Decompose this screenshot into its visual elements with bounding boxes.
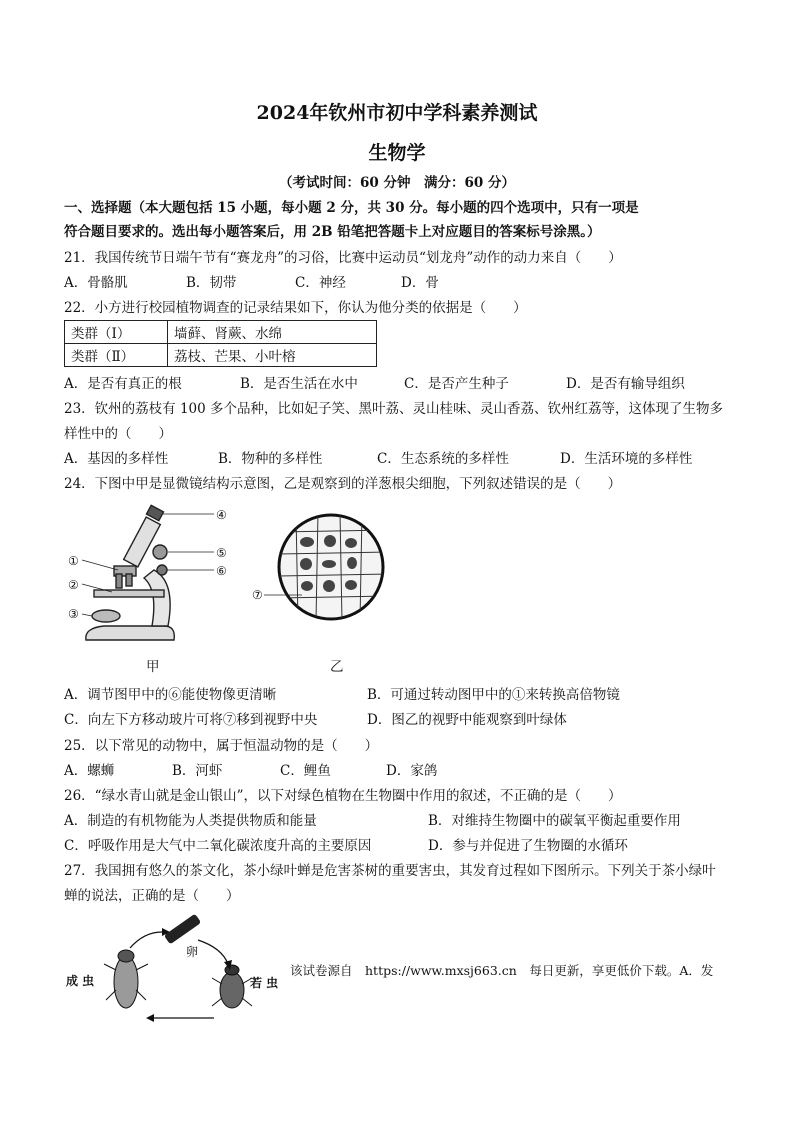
table-cell: 类群（Ⅱ） [65,344,168,367]
q24-option-c: C．向左下方移动玻片可将⑦移到视野中央 [64,712,318,728]
microscope-label-1: ① [68,554,79,568]
root-tip-cells-figure [276,512,386,622]
lifecycle-label-egg: 卵 [186,945,199,959]
q23-stem-line2: 样性中的（ ） [64,426,172,442]
q26-option-a: A．制造的有机物能为人类提供物质和能量 [64,813,317,829]
q22-option-a: A．是否有真正的根 [64,376,182,392]
table-cell: 荔枝、芒果、小叶榕 [168,344,377,367]
table-cell: 类群（Ⅰ） [65,321,168,344]
q21-option-a: A．骨骼肌 [64,275,128,291]
q24-option-a: A．调节图甲中的⑥能使物像更清晰 [64,687,277,703]
q25-option-b: B．河虾 [172,763,223,779]
q26-option-d: D．参与并促进了生物圈的水循环 [428,838,628,854]
q23-stem-line1: 23．钦州的荔枝有 100 多个品种，比如妃子笑、黑叶荔、灵山桂味、灵山香荔、钦州红荔等，这体现了生物多 [64,401,724,417]
table-cell: 墙藓、肾蕨、水绵 [168,321,377,344]
q26-option-c: C．呼吸作用是大气中二氧化碳浓度升高的主要原因 [64,838,372,854]
cells-label-7: ⑦ [252,588,263,602]
q25-stem: 25．以下常见的动物中，属于恒温动物的是（ ） [64,738,379,754]
figure-label-yi: 乙 [330,659,344,675]
q24-option-d: D．图乙的视野中能观察到叶绿体 [367,712,567,728]
q21-stem: 21．我国传统节日端午节有“赛龙舟”的习俗，比赛中运动员“划龙舟”动作的动力来自（ ） [64,250,622,266]
q21-option-b: B．韧带 [186,275,237,291]
q23-option-d: D．生活环境的多样性 [560,451,693,467]
microscope-label-4: ④ [216,508,227,522]
cell-pointer-line [264,590,304,600]
exam-info: （考试时间：60 分钟 满分：60 分） [279,175,515,191]
microscope-figure [64,500,254,672]
lifecycle-label-nymph: 若 虫 [250,976,279,990]
q23-option-c: C．生态系统的多样性 [377,451,509,467]
section-heading-line1: 一、选择题（本大题包括 15 小题，每小题 2 分，共 30 分。每小题的四个选项中，只有一项是 [64,200,639,216]
q21-option-c: C．神经 [295,275,346,291]
q22-option-c: C．是否产生种子 [404,376,509,392]
section-heading-line2: 符合题目要求的。选出每小题答案后，用 2B 铅笔把答题卡上对应题目的答案标号涂黑。） [64,224,601,240]
q25-option-a: A．螺蛳 [64,763,115,779]
leafhopper-lifecycle-figure [64,910,292,1028]
subject-title: 生物学 [368,142,426,164]
q22-option-b: B．是否生活在水中 [240,376,358,392]
q24-option-b: B．可通过转动图甲中的①来转换高倍物镜 [367,687,620,703]
q27-stem-line2: 蝉的说法，正确的是（ ） [64,888,240,904]
figure-label-jia: 甲 [146,659,160,675]
q23-option-a: A．基因的多样性 [64,451,169,467]
exam-title: 2024年钦州市初中学科素养测试 [256,102,538,124]
lifecycle-label-adult: 成 虫 [66,974,95,988]
q22-option-d: D．是否有输导组织 [566,376,685,392]
microscope-label-3: ③ [68,607,79,621]
q27-stem-line1: 27．我国拥有悠久的茶文化，茶小绿叶蝉是危害茶树的重要害虫，其发育过程如下图所示。下列关于茶小绿叶 [64,863,716,879]
microscope-label-2: ② [68,578,79,592]
q25-option-c: C．鲤鱼 [280,763,331,779]
microscope-label-5: ⑤ [216,546,227,560]
q26-option-b: B．对维持生物圈中的碳氧平衡起重要作用 [428,813,681,829]
table-row [65,321,377,344]
source-notice-text: 该试卷源自 https://www.mxsj663.cn 每日更新，享更低价下载。A．发 [290,963,714,978]
q25-option-d: D．家鸽 [386,763,438,779]
q21-option-d: D．骨 [401,275,439,291]
classification-table [64,320,377,367]
q24-stem: 24．下图中甲是显微镜结构示意图，乙是观察到的洋葱根尖细胞，下列叙述错误的是（ ） [64,476,622,492]
table-row [65,344,377,367]
q22-stem: 22．小方进行校园植物调查的记录结果如下，你认为他分类的依据是（ ） [64,300,527,316]
microscope-label-6: ⑥ [216,564,227,578]
q26-stem: 26．“绿水青山就是金山银山”，以下对绿色植物在生物圈中作用的叙述，不正确的是（ ） [64,788,622,804]
q23-option-b: B．物种的多样性 [218,451,323,467]
